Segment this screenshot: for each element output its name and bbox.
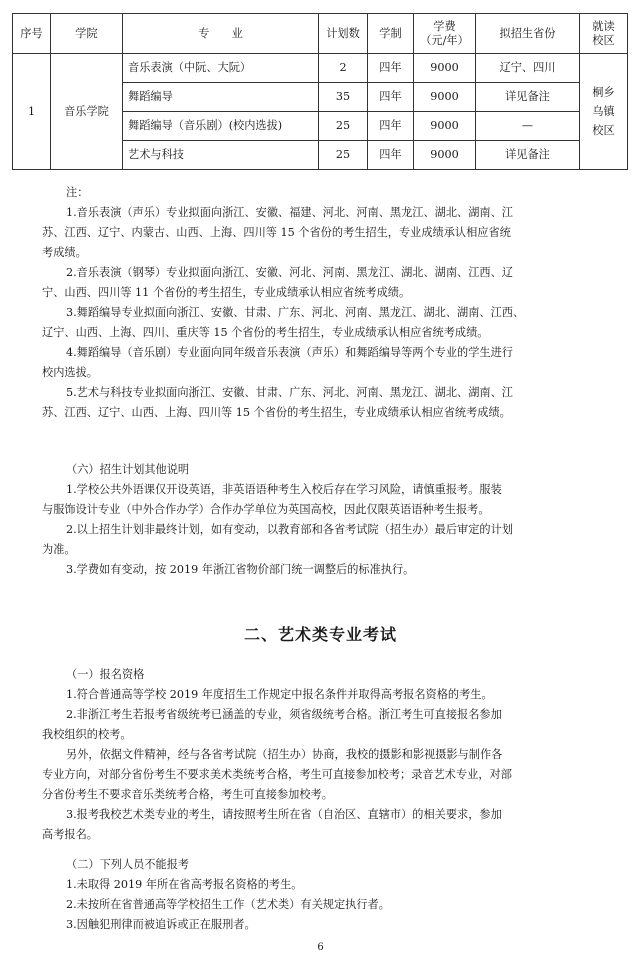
- paragraph-line: 1.未取得 2019 年所在省高考报名资格的考生。: [66, 878, 303, 891]
- campus-line: 校区: [592, 124, 615, 137]
- enrollment-plan-table: [12, 13, 628, 170]
- note-line: 4.舞蹈编导（音乐剧）专业面向同年级音乐表演（声乐）和舞蹈编导等两个专业的学生进行: [66, 346, 513, 359]
- note-line: 2.音乐表演（钢琴）专业拟面向浙江、安徽、河北、河南、黑龙江、湖北、湖南、江西、辽: [66, 266, 513, 279]
- cell-provinces: —: [476, 112, 580, 141]
- page-number: 6: [317, 942, 324, 953]
- paragraph-line: 3.学费如有变动，按 2019 年浙江省物价部门统一调整后的标准执行。: [66, 563, 415, 576]
- note-line: 辽宁、山西、上海、四川、重庆等 15 个省份的考生招生，专业成绩承认相应省统考成绩。: [42, 326, 489, 339]
- note-line: 3.舞蹈编导专业拟面向浙江、安徽、甘肃、广东、河北、河南、黑龙江、湖北、湖南、江西、: [66, 306, 525, 319]
- paragraph-line: 3.因触犯刑律而被追诉或正在服刑者。: [66, 918, 256, 931]
- paragraph-line: 我校组织的校考。: [42, 728, 132, 741]
- note-line: 1.音乐表演（声乐）专业拟面向浙江、安徽、福建、河北、河南、黑龙江、湖北、湖南、江: [66, 206, 513, 219]
- header-campus-line1: 就读: [592, 19, 615, 33]
- cell-duration: 四年: [368, 83, 414, 112]
- cell-duration: 四年: [368, 112, 414, 141]
- plan-other-notes: [42, 460, 592, 580]
- registration-requirements: [42, 665, 592, 845]
- cell-fee: 9000: [414, 83, 476, 112]
- paragraph-line: 另外，依据文件精神，经与各省考试院（招生办）协商，我校的摄影和影视摄影与制作各: [66, 748, 503, 761]
- header-major: 专 业: [123, 14, 319, 54]
- campus-line: 乌镇: [592, 105, 615, 118]
- cell-fee: 9000: [414, 141, 476, 170]
- header-fee: [414, 14, 476, 54]
- cell-major: 艺术与科技: [123, 141, 319, 170]
- note-line: 5.艺术与科技专业拟面向浙江、安徽、甘肃、广东、河北、河南、黑龙江、湖北、湖南、江: [66, 386, 513, 399]
- cell-duration: 四年: [368, 54, 414, 83]
- cell-plan: 25: [319, 141, 368, 170]
- header-college: 学院: [51, 14, 123, 54]
- header-campus: [580, 14, 628, 54]
- section-heading: （一）报名资格: [66, 668, 145, 681]
- note-line: 考成绩。: [42, 246, 87, 259]
- cell-fee: 9000: [414, 54, 476, 83]
- paragraph-line: 2.未按所在省普通高等学校招生工作（艺术类）有关规定执行者。: [66, 898, 390, 911]
- paragraph-line: 1.学校公共外语课仅开设英语，非英语语种考生入校后存在学习风险，请慎重报考。服装: [66, 483, 502, 496]
- campus-line: 桐乡: [592, 86, 615, 99]
- cell-campus: [580, 54, 628, 170]
- cell-no: 1: [13, 54, 51, 170]
- paragraph-line: 3.报考我校艺术类专业的考生，请按照考生所在省（自治区、直辖市）的相关要求，参加: [66, 808, 502, 821]
- header-plan: 计划数: [319, 14, 368, 54]
- cell-plan: 2: [319, 54, 368, 83]
- cell-provinces: 详见备注: [476, 83, 580, 112]
- table-notes: [42, 183, 592, 423]
- cell-duration: 四年: [368, 141, 414, 170]
- header-campus-line2: 校区: [592, 33, 615, 47]
- cell-provinces: 详见备注: [476, 141, 580, 170]
- header-duration: 学制: [368, 14, 414, 54]
- note-line: 校内选拔。: [42, 366, 98, 379]
- section-heading: （六）招生计划其他说明: [66, 463, 190, 476]
- cell-provinces: 辽宁、四川: [476, 54, 580, 83]
- table-row: [13, 54, 628, 83]
- cell-plan: 25: [319, 112, 368, 141]
- paragraph-line: 专业方向，对部分省份考生不要求美术类统考合格，考生可直接参加校考；录音艺术专业，对部: [42, 768, 512, 781]
- header-provinces: 拟招生省份: [476, 14, 580, 54]
- header-no: 序号: [13, 14, 51, 54]
- cell-major: 音乐表演（中阮、大阮）: [123, 54, 319, 83]
- paragraph-line: 与服饰设计专业（中外合作办学）合作办学单位为英国高校，因此仅限英语语种考生报考。: [42, 503, 490, 516]
- paragraph-line: 分省份考生不要求音乐类统考合格，考生可直接参加校考。: [42, 788, 333, 801]
- note-line: 苏、江西、辽宁、内蒙古、山西、上海、四川等 15 个省份的考生招生，专业成绩承认相应省统: [42, 226, 511, 239]
- paragraph-line: 1.符合普通高等学校 2019 年度招生工作规定中报名条件并取得高考报名资格的考生。: [66, 688, 493, 701]
- paragraph-line: 2.以上招生计划非最终计划，如有变动，以教育部和各省考试院（招生办）最后审定的计划: [66, 523, 513, 536]
- note-line: 苏、江西、辽宁、山西、上海、四川等 15 个省份的考生招生，专业成绩承认相应省统考成绩。: [42, 406, 511, 419]
- section-title: 二、艺术类专业考试: [243, 625, 397, 644]
- note-line: 宁、山西、四川等 11 个省份的考生招生，专业成绩承认相应省统考成绩。: [42, 286, 411, 299]
- cell-plan: 35: [319, 83, 368, 112]
- ineligible-applicants: [42, 855, 592, 935]
- section-heading: （二）下列人员不能报考: [66, 858, 190, 871]
- header-fee-line1: 学费: [433, 19, 456, 33]
- cell-fee: 9000: [414, 112, 476, 141]
- cell-college: 音乐学院: [51, 54, 123, 170]
- paragraph-line: 高考报名。: [42, 828, 98, 841]
- paragraph-line: 为准。: [42, 543, 76, 556]
- cell-major: 舞蹈编导: [123, 83, 319, 112]
- cell-major: 舞蹈编导（音乐剧）(校内选拔): [123, 112, 319, 141]
- notes-label: 注：: [66, 186, 89, 199]
- paragraph-line: 2.非浙江考生若报考省级统考已涵盖的专业，须省级统考合格。浙江考生可直接报名参加: [66, 708, 502, 721]
- header-fee-line2: （元/年）: [420, 33, 469, 47]
- table-header-row: [13, 14, 628, 54]
